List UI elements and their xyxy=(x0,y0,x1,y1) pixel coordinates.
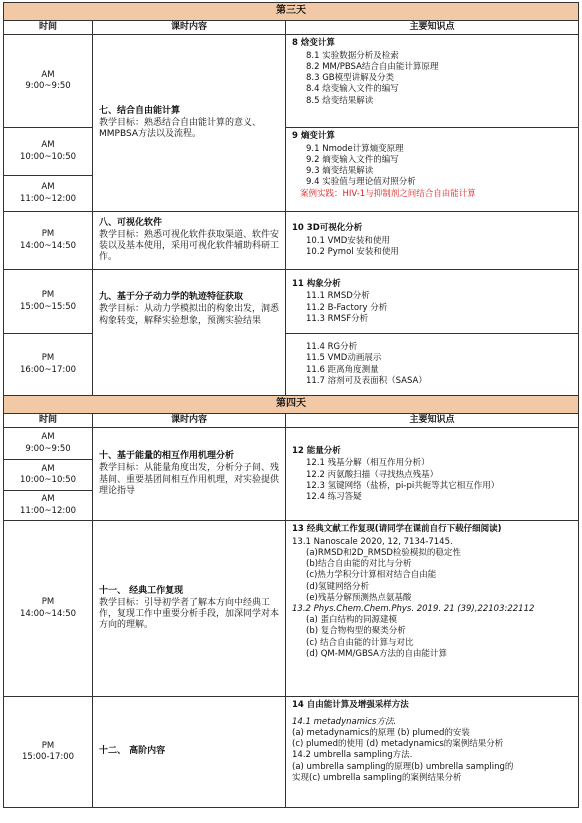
course-objective: 教学目标：从能量角度出发，分析分子间、残基间、重要基团间相互作用机理，对实验提供理论指导 xyxy=(99,463,280,496)
time-cell xyxy=(4,35,93,128)
time-period: AM xyxy=(41,463,55,474)
header-time: 时间 xyxy=(4,414,93,428)
method-line: 14.2 umbrella sampling方法. xyxy=(292,750,413,761)
time-period: PM xyxy=(41,597,55,608)
knowledge-item: 12.2 丙氨酸扫描（寻找热点残基） xyxy=(306,469,439,480)
course-title: 九、基于分子动力学的轨迹特征获取 xyxy=(99,292,244,302)
knowledge-item: 9.4 实验值与理论值对照分析 xyxy=(306,177,416,188)
course-objective: 教学目标：引导初学者了解本方向中经典工作，复现工作中重要分析手段，加深同学对本方向的理解。 xyxy=(99,597,280,631)
knowledge-cell xyxy=(286,212,579,270)
header-time: 时间 xyxy=(4,21,93,35)
knowledge-item: 8.3 GB模型讲解及分类 xyxy=(306,73,395,84)
reference-1: 13.1 Nanoscale 2020, 12, 7134-7145. xyxy=(292,536,453,547)
course-cell xyxy=(93,521,286,697)
knowledge-item: 11.5 VMD动画展示 xyxy=(306,353,382,364)
time-range: 10:00~10:50 xyxy=(19,475,77,485)
time-range: 14:00~14:50 xyxy=(19,608,77,619)
day3-row-5 xyxy=(4,270,579,334)
day4-row-5 xyxy=(4,697,579,808)
course-title: 八、可视化软件 xyxy=(99,217,163,228)
section-title: 12 能量分析 xyxy=(292,445,341,456)
section-title: 9 熵变计算 xyxy=(292,131,335,141)
knowledge-item: 9.1 Nmode计算熵变原理 xyxy=(306,143,404,154)
time-period: AM xyxy=(41,182,55,193)
course-title: 十一、 经典工作复现 xyxy=(99,585,184,596)
course-cell xyxy=(93,428,286,521)
knowledge-item: 11.3 RMSF分析 xyxy=(306,313,369,324)
header-knowledge: 主要知识点 xyxy=(286,414,579,428)
header-course: 课时内容 xyxy=(93,414,286,428)
time-range: 9:00~9:50 xyxy=(25,443,71,454)
course-cell xyxy=(93,270,286,396)
reference-item: (c)热力学积分计算相对结合自由能 xyxy=(306,570,437,581)
knowledge-item: 12.4 练习答疑 xyxy=(306,492,362,503)
knowledge-cell xyxy=(286,697,579,808)
knowledge-item: 12.1 残基分解（相互作用分析） xyxy=(306,458,430,469)
time-cell xyxy=(4,334,93,396)
knowledge-item: 9.3 熵变结果解读 xyxy=(306,166,374,177)
time-range: 15:00-17:00 xyxy=(21,752,75,762)
knowledge-item: 10.2 Pymol 安装和使用 xyxy=(306,247,399,258)
time-period: AM xyxy=(41,69,55,80)
knowledge-item: 11.7 溶剂可及表面积（SASA） xyxy=(306,375,427,386)
knowledge-item: 10.1 VMD安装和使用 xyxy=(306,236,390,247)
course-objective: 教学目标：熟悉结合自由能计算的意义、MMPBSA方法以及流程。 xyxy=(99,117,262,140)
header-knowledge: 主要知识点 xyxy=(286,21,579,35)
reference-item: (a) 蛋白结构的同源建模 xyxy=(306,615,398,626)
method-line: 实现(c) umbrella sampling的案例结果分析 xyxy=(292,772,462,783)
time-period: PM xyxy=(41,290,55,301)
section-title: 11 构象分析 xyxy=(292,278,341,289)
time-period: AM xyxy=(41,140,55,151)
time-range: 10:00~10:50 xyxy=(19,151,77,162)
time-range: 11:00~12:00 xyxy=(19,193,77,204)
course-title: 十二、 高阶内容 xyxy=(99,745,166,756)
header-course: 课时内容 xyxy=(93,21,286,35)
method-line: (a) umbrella sampling的原理(b) umbrella sampling的 xyxy=(292,761,514,772)
schedule-table xyxy=(3,2,579,808)
knowledge-item: 11.6 距离角度测量 xyxy=(306,364,379,375)
day3-header-row xyxy=(4,21,579,35)
course-objective: 教学目标：从动力学模拟出的构象出发，洞悉构象转变，解释实验想象，预测实验结果 xyxy=(99,304,280,326)
knowledge-cell xyxy=(286,334,579,396)
knowledge-cell xyxy=(286,35,579,128)
day3-row-6 xyxy=(4,334,579,396)
method-line: (c) plumed的使用 (d) metadynamics的案例结果分析 xyxy=(292,739,504,750)
day3-row-4 xyxy=(4,212,579,270)
time-range: 11:00~12:00 xyxy=(19,505,77,516)
time-period: PM xyxy=(41,353,55,364)
reference-item: (a)RMSD和2D_RMSD检验模拟的稳定性 xyxy=(306,547,461,558)
course-cell xyxy=(93,697,286,808)
time-cell xyxy=(4,212,93,270)
knowledge-cell xyxy=(286,521,579,697)
case-practice: 案例实践：HIV-1与抑制剂之间结合自由能计算 xyxy=(300,188,476,199)
course-title: 七、结合自由能计算 xyxy=(99,105,181,116)
section-title: 14 自由能计算及增强采样方法 xyxy=(292,700,409,710)
section-title: 10 3D可视化分析 xyxy=(292,223,363,234)
method-line: (a) metadynamics的原理 (b) plumed的安装 xyxy=(292,727,470,738)
time-period: PM xyxy=(41,740,55,751)
time-range: 9:00~9:50 xyxy=(25,81,71,91)
reference-item: (e)残基分解预测热点氨基酸 xyxy=(306,592,412,603)
time-cell xyxy=(4,491,93,521)
knowledge-cell xyxy=(286,428,579,521)
time-cell xyxy=(4,460,93,491)
day3-row-1 xyxy=(4,35,579,128)
day3-title: 第三天 xyxy=(4,3,579,21)
time-cell xyxy=(4,697,93,808)
time-cell xyxy=(4,128,93,176)
section-title: 13 经典文献工作复现(请同学在课前自行下载仔细阅读) xyxy=(292,524,502,534)
method-line: 14.1 metadynamics方法. xyxy=(292,716,397,727)
knowledge-item: 12.3 氢键网络（盐桥，pi-pi共轭等其它相互作用） xyxy=(306,480,500,491)
time-cell xyxy=(4,176,93,212)
knowledge-item: 8.2 MM/PBSA结合自由能计算原理 xyxy=(306,61,439,72)
day4-header-row xyxy=(4,414,579,428)
knowledge-item: 11.4 RG分析 xyxy=(306,342,358,353)
course-cell xyxy=(93,212,286,270)
day4-title: 第四天 xyxy=(4,396,579,414)
time-range: 15:00~15:50 xyxy=(19,301,77,312)
knowledge-item: 8.4 焓变输入文件的编写 xyxy=(306,84,399,95)
section-title: 8 焓变计算 xyxy=(292,38,335,48)
time-cell xyxy=(4,428,93,460)
course-cell xyxy=(93,35,286,212)
course-title: 十、基于能量的相互作用机理分析 xyxy=(99,451,235,461)
knowledge-item: 9.2 熵变输入文件的编写 xyxy=(306,154,399,165)
knowledge-cell xyxy=(286,128,579,212)
reference-item: (d) QM-MM/GBSA方法的自由能计算 xyxy=(306,648,447,659)
time-range: 16:00~17:00 xyxy=(19,364,77,375)
reference-item: (c) 结合自由能的计算与对比 xyxy=(306,637,414,648)
day3-band-row xyxy=(4,3,579,21)
reference-item: (b)结合自由能的对比与分析 xyxy=(306,559,412,570)
time-period: PM xyxy=(41,229,55,240)
time-range: 14:00~14:50 xyxy=(19,240,77,251)
knowledge-item: 8.1 实验数据分析及检索 xyxy=(306,50,399,61)
knowledge-cell xyxy=(286,270,579,334)
day4-row-4 xyxy=(4,521,579,697)
knowledge-item: 11.2 B-Factory 分析 xyxy=(306,302,388,313)
course-objective: 教学目标：熟悉可视化软件获取渠道、软件安装以及基本使用，采用可视化软件辅助科研工作。 xyxy=(99,229,280,263)
day4-row-1 xyxy=(4,428,579,460)
time-cell xyxy=(4,270,93,334)
reference-2: 13.2 Phys.Chem.Chem.Phys. 2019. 21 (39),22103:22112 xyxy=(292,603,535,614)
day3-row-2 xyxy=(4,128,579,176)
time-cell xyxy=(4,521,93,697)
reference-item: (b) 复合物构型的聚类分析 xyxy=(306,626,406,637)
reference-item: (d)氢键网络分析 xyxy=(306,581,370,592)
knowledge-item: 11.1 RMSD分析 xyxy=(306,291,370,302)
time-period: AM xyxy=(41,494,55,505)
day4-band-row xyxy=(4,396,579,414)
knowledge-item: 8.5 焓变结果解读 xyxy=(306,95,374,106)
time-period: AM xyxy=(41,432,55,443)
